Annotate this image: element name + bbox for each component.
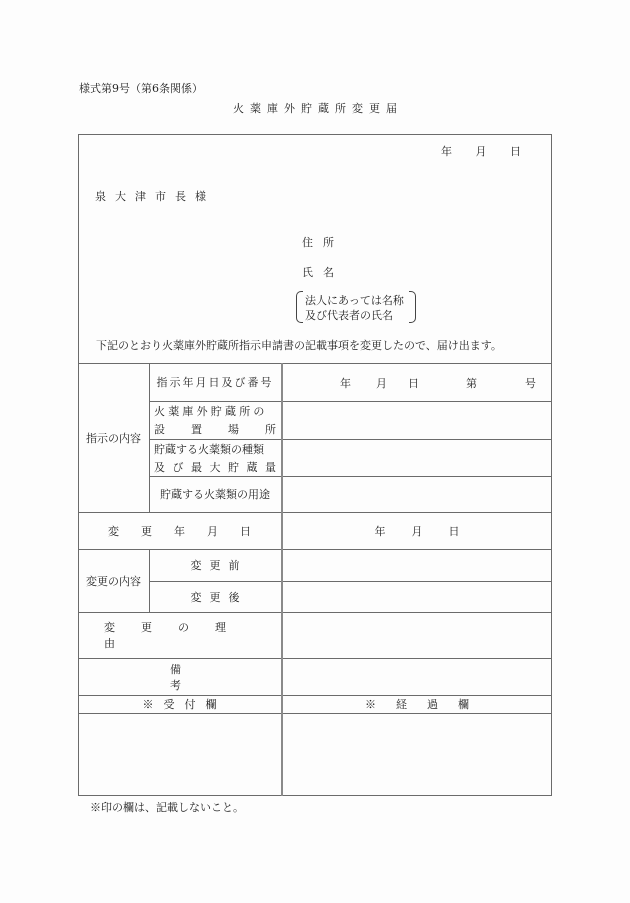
- remarks-field[interactable]: [282, 658, 552, 695]
- day-label: 日: [510, 145, 521, 158]
- reception-area: [78, 713, 281, 796]
- change-reason-field[interactable]: [282, 612, 552, 658]
- explosive-purpose-field[interactable]: [282, 476, 552, 512]
- month-label: 月: [376, 377, 387, 390]
- day-label: 日: [448, 524, 460, 538]
- day-label: 日: [408, 377, 419, 390]
- address-field-label: 住所: [302, 236, 344, 249]
- change-date-label: [78, 512, 281, 549]
- name-field-label: 氏名: [302, 266, 344, 279]
- instruction-date-number-label: [149, 363, 281, 401]
- right-bracket-icon: [409, 291, 416, 323]
- instruction-date-number-field[interactable]: [282, 363, 552, 401]
- left-bracket-icon: [296, 291, 303, 323]
- corporation-note: [296, 291, 416, 323]
- year-label: 年: [441, 145, 452, 158]
- progress-header: [282, 695, 552, 713]
- explosive-type-quantity-field[interactable]: [282, 439, 552, 476]
- label-line-2: 設 置 場 所: [154, 423, 276, 436]
- storage-location-field[interactable]: [282, 401, 552, 439]
- label-line-2: 及 び 最 大 貯 蔵 量: [154, 460, 276, 474]
- number-suffix-label: 号: [525, 377, 536, 390]
- year-label: 年: [340, 377, 351, 390]
- label-text: 変更年月日: [108, 524, 273, 538]
- corporation-note-line-2: 及び代表者の氏名: [305, 309, 393, 322]
- month-label: 月: [475, 145, 487, 158]
- storage-location-label: [149, 401, 281, 439]
- reception-header: [78, 695, 281, 713]
- explosive-type-quantity-label: [149, 439, 281, 476]
- after-change-field[interactable]: [282, 581, 552, 612]
- explosive-purpose-label: 貯蔵する火薬類の用途: [160, 488, 270, 501]
- label-text: 変更前: [190, 559, 248, 572]
- label-text: ※受付欄: [142, 698, 227, 711]
- footnote: ※印の欄は、記載しないこと。: [90, 801, 244, 814]
- label-line-1: 火薬庫外貯蔵所の: [154, 405, 268, 418]
- change-reason-label: [78, 612, 281, 658]
- year-label: 年: [374, 524, 386, 538]
- month-label: 月: [411, 524, 423, 538]
- remarks-label: [78, 658, 281, 695]
- label-line-1: 貯蔵する火薬類の種類: [154, 442, 264, 456]
- change-date-field[interactable]: [282, 512, 552, 549]
- before-change-field[interactable]: [282, 549, 552, 581]
- form-number: 様式第9号（第6条関係）: [79, 82, 203, 95]
- addressee: 泉大津市長様: [95, 190, 215, 203]
- label-text: 指示年月日及び番号: [156, 376, 274, 389]
- submission-date[interactable]: [441, 143, 521, 159]
- number-prefix-label: 第: [466, 377, 477, 390]
- change-group-label: 変更の内容: [86, 574, 141, 588]
- label-text: 変更の理由: [104, 621, 252, 650]
- after-change-label: [149, 581, 281, 612]
- document-title: 火薬庫外貯蔵所変更届: [233, 102, 403, 115]
- label-text: 変更後: [190, 590, 248, 604]
- label-text: 備考: [170, 662, 273, 692]
- instruction-group-label: 指示の内容: [86, 431, 141, 445]
- corporation-note-line-1: 法人にあっては名称: [305, 294, 404, 307]
- label-text: ※経過欄: [365, 698, 489, 711]
- before-change-label: [149, 549, 281, 581]
- intro-text: 下記のとおり火薬庫外貯蔵所指示申請書の記載事項を変更したので、届け出ます。: [96, 339, 502, 352]
- progress-area: [282, 713, 552, 796]
